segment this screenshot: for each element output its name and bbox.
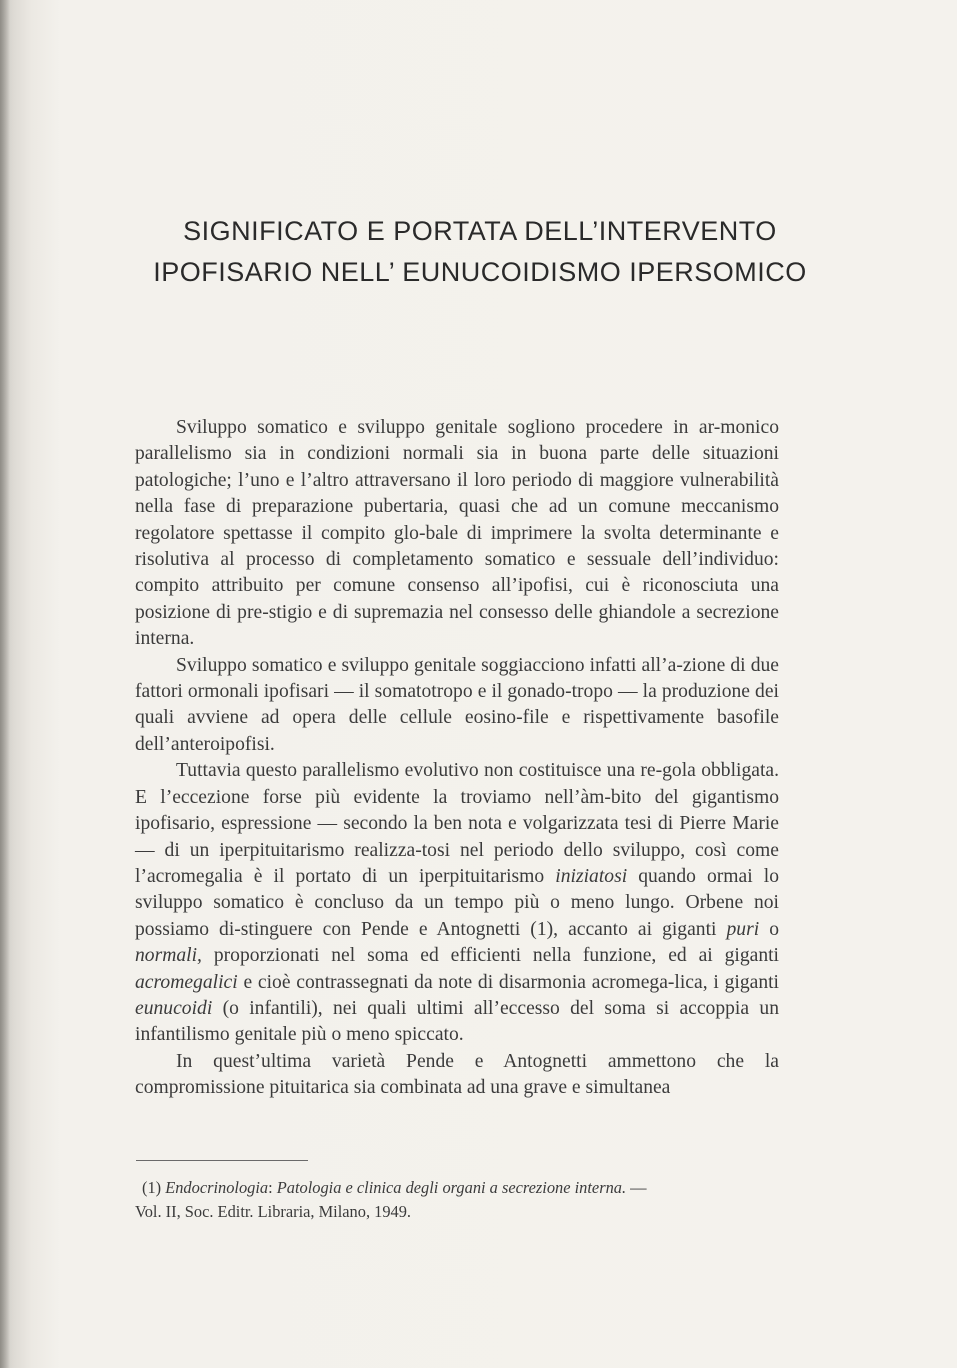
paragraph-3-part-e: e cioè contrassegnati da note di disarmonia acromega-lica, i giganti	[237, 971, 779, 993]
page-spine-shadow	[0, 0, 10, 1368]
paragraph-4: In quest’ultima varietà Pende e Antognetti ammettono che la compromissione pituitarica sia combinata ad una grave e simultanea	[135, 1050, 779, 1099]
paragraph-1: Sviluppo somatico e sviluppo genitale sogliono procedere in ar-monico parallelismo sia in condizioni normali sia in buona parte delle situazioni patologiche; l’uno e l’altro attraversano il loro periodo di maggiore vulnerabilità nella fase di preparazione pubertaria, quasi che ad un comune meccanismo regolatore spettasse il compito glo-bale di imprimere la svolta determinante e risolutiva al processo di completamento somatico e sessuale dell’individuo: compito attribuito per comune consenso all’ipofisi, cui è riconosciuta una posizione di pre-stigio e di supremazia nel consesso delle ghiandole a secrezione interna.	[135, 417, 779, 650]
footnote	[135, 1176, 785, 1224]
title-line-1: SIGNIFICATO E PORTATA DELL’INTERVENTO	[183, 216, 777, 246]
footnote-subtitle: Patologia e clinica degli organi a secrezione interna.	[276, 1178, 627, 1197]
footnote-colon: :	[268, 1178, 277, 1197]
title-line-2: IPOFISARIO NELL’ EUNUCOIDISMO IPERSOMICO	[153, 257, 807, 287]
footnote-line-1	[135, 1176, 785, 1200]
paragraph-3-part-b: quando ormai lo sviluppo somatico è concluso da un tempo più o meno lungo. Orbene noi possiamo di-stinguere con Pende e Antognetti (1), accanto ai giganti	[135, 865, 779, 940]
emphasis-acromegalici: acromegalici	[135, 971, 238, 993]
footnote-marker: (1)	[142, 1178, 166, 1197]
paragraph-3-part-a: Tuttavia questo parallelismo evolutivo non costituisce una re-gola obbligata. E l’eccezione forse più evidente la troviamo nell’àm-bito del gigantismo ipofisario, espressione — secondo la ben nota e volgarizzata tesi di Pierre Marie — di un iperpituitarismo realizza-tosi nel periodo dello sviluppo, così come l’acromegalia è il portato di un iperpituitarismo	[135, 760, 779, 887]
paragraph-3-part-d: proporzionati nel soma ed efficienti nella funzione, ed ai giganti	[201, 945, 779, 967]
emphasis-iniziatosi: iniziatosi	[555, 865, 628, 887]
paragraph-3-part-f: (o infantili), nei quali ultimi all’eccesso del soma si accoppia un infantilismo genitale più o meno spiccato.	[135, 997, 779, 1046]
paragraph-2: Sviluppo somatico e sviluppo genitale soggiacciono infatti all’a-zione di due fattori ormonali ipofisari — il somatotropo e il gonado-tropo — la produzione dei quali avviene ad opera delle cellule eosino-file e rispettivamente basofile dell’anteroipofisi.	[135, 654, 779, 755]
emphasis-eunucoidi: eunucoidi	[135, 997, 213, 1019]
paragraph-3-part-c: o	[759, 918, 779, 940]
footnote-title: Endocrinologia	[165, 1178, 269, 1197]
body-text	[135, 415, 779, 1102]
emphasis-puri: puri	[726, 918, 760, 940]
footnote-line-2: Vol. II, Soc. Editr. Libraria, Milano, 1949.	[135, 1202, 412, 1221]
footnote-dash: —	[626, 1178, 647, 1197]
paragraph-3	[135, 758, 779, 1048]
emphasis-normali: normali,	[135, 945, 202, 967]
footnote-rule	[136, 1160, 308, 1161]
